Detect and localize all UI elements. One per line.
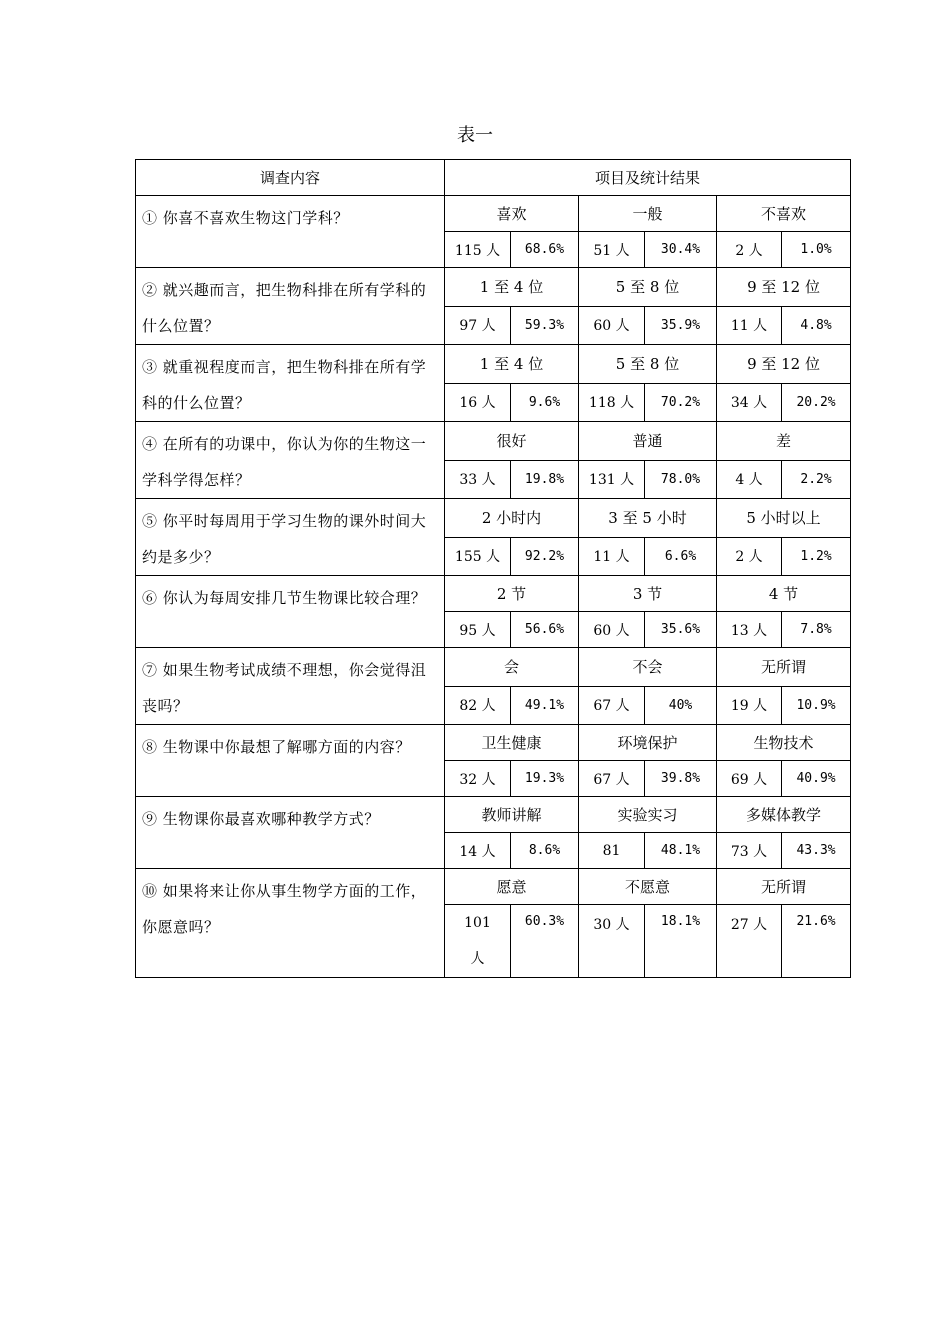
option-label: 1 至 4 位	[445, 345, 579, 384]
stat-count: 2 人	[717, 537, 782, 576]
stat-percent: 8.6%	[511, 833, 579, 869]
question-text: ⑦ 如果生物考试成绩不理想，你会觉得沮丧吗？	[136, 648, 445, 725]
question-options-row	[136, 268, 851, 307]
stat-percent: 1.0%	[782, 232, 851, 268]
option-label: 5 至 8 位	[579, 345, 717, 384]
option-label: 卫生健康	[445, 725, 579, 761]
question-options-row	[136, 196, 851, 232]
stat-count: 11 人	[717, 306, 782, 345]
stat-percent: 20.2%	[782, 383, 851, 422]
table-caption: 表一	[457, 125, 493, 146]
option-label: 一般	[579, 196, 717, 232]
option-label: 9 至 12 位	[717, 345, 851, 384]
stat-percent: 40.9%	[782, 761, 851, 797]
option-label: 5 小时以上	[717, 499, 851, 538]
stat-count: 67 人	[579, 686, 645, 725]
question-options-row	[136, 499, 851, 538]
stat-count: 27 人	[717, 905, 782, 978]
stat-percent: 2.2%	[782, 460, 851, 499]
question-options-row	[136, 422, 851, 461]
stat-percent: 4.8%	[782, 306, 851, 345]
option-label: 无所谓	[717, 869, 851, 905]
option-label: 多媒体教学	[717, 797, 851, 833]
question-text: ③ 就重视程度而言，把生物科排在所有学科的什么位置？	[136, 345, 445, 422]
option-label: 生物技术	[717, 725, 851, 761]
question-text: ⑩ 如果将来让你从事生物学方面的工作，你愿意吗？	[136, 869, 445, 978]
question-options-row	[136, 869, 851, 905]
stat-count: 33 人	[445, 460, 511, 499]
header-content: 调查内容	[136, 160, 445, 196]
question-text: ⑤ 你平时每周用于学习生物的课外时间大约是多少？	[136, 499, 445, 576]
stat-percent: 19.3%	[511, 761, 579, 797]
stat-percent: 6.6%	[645, 537, 717, 576]
stat-count: 11 人	[579, 537, 645, 576]
option-label: 3 节	[579, 576, 717, 612]
option-label: 9 至 12 位	[717, 268, 851, 307]
header-results: 项目及统计结果	[445, 160, 851, 196]
question-text: ⑨ 生物课你最喜欢哪种教学方式？	[136, 797, 445, 869]
stat-percent: 48.1%	[645, 833, 717, 869]
option-label: 环境保护	[579, 725, 717, 761]
stat-percent: 7.8%	[782, 612, 851, 648]
stat-count: 19 人	[717, 686, 782, 725]
stat-count: 32 人	[445, 761, 511, 797]
stat-percent: 68.6%	[511, 232, 579, 268]
option-label: 不喜欢	[717, 196, 851, 232]
option-label: 很好	[445, 422, 579, 461]
option-label: 教师讲解	[445, 797, 579, 833]
stat-count: 73 人	[717, 833, 782, 869]
survey-table	[135, 159, 851, 978]
stat-percent: 43.3%	[782, 833, 851, 869]
stat-percent: 9.6%	[511, 383, 579, 422]
option-label: 5 至 8 位	[579, 268, 717, 307]
stat-count: 131 人	[579, 460, 645, 499]
stat-count: 115 人	[445, 232, 511, 268]
stat-percent: 56.6%	[511, 612, 579, 648]
stat-percent: 40%	[645, 686, 717, 725]
stat-count: 155 人	[445, 537, 511, 576]
stat-percent: 49.1%	[511, 686, 579, 725]
option-label: 1 至 4 位	[445, 268, 579, 307]
stat-count: 14 人	[445, 833, 511, 869]
question-text: ② 就兴趣而言，把生物科排在所有学科的什么位置？	[136, 268, 445, 345]
option-label: 会	[445, 648, 579, 687]
stat-percent: 39.8%	[645, 761, 717, 797]
stat-percent: 1.2%	[782, 537, 851, 576]
option-label: 实验实习	[579, 797, 717, 833]
option-label: 不会	[579, 648, 717, 687]
option-label: 4 节	[717, 576, 851, 612]
stat-count: 101 人	[445, 905, 511, 978]
question-options-row	[136, 576, 851, 612]
question-options-row	[136, 797, 851, 833]
stat-percent: 78.0%	[645, 460, 717, 499]
stat-percent: 30.4%	[645, 232, 717, 268]
option-label: 2 节	[445, 576, 579, 612]
stat-count: 60 人	[579, 306, 645, 345]
question-options-row	[136, 725, 851, 761]
stat-percent: 10.9%	[782, 686, 851, 725]
option-label: 无所谓	[717, 648, 851, 687]
question-text: ① 你喜不喜欢生物这门学科？	[136, 196, 445, 268]
stat-count: 30 人	[579, 905, 645, 978]
stat-percent: 59.3%	[511, 306, 579, 345]
stat-percent: 35.6%	[645, 612, 717, 648]
question-options-row	[136, 345, 851, 384]
stat-count: 60 人	[579, 612, 645, 648]
stat-percent: 18.1%	[645, 905, 717, 978]
stat-count: 67 人	[579, 761, 645, 797]
stat-count: 34 人	[717, 383, 782, 422]
option-label: 普通	[579, 422, 717, 461]
question-options-row	[136, 648, 851, 687]
option-label: 喜欢	[445, 196, 579, 232]
stat-count: 118 人	[579, 383, 645, 422]
stat-percent: 19.8%	[511, 460, 579, 499]
option-label: 3 至 5 小时	[579, 499, 717, 538]
stat-percent: 21.6%	[782, 905, 851, 978]
stat-count: 4 人	[717, 460, 782, 499]
question-text: ⑧ 生物课中你最想了解哪方面的内容？	[136, 725, 445, 797]
stat-count: 51 人	[579, 232, 645, 268]
option-label: 差	[717, 422, 851, 461]
stat-count: 95 人	[445, 612, 511, 648]
stat-count: 2 人	[717, 232, 782, 268]
stat-percent: 70.2%	[645, 383, 717, 422]
stat-count: 16 人	[445, 383, 511, 422]
question-text: ⑥ 你认为每周安排几节生物课比较合理？	[136, 576, 445, 648]
stat-count: 81	[579, 833, 645, 869]
stat-count: 13 人	[717, 612, 782, 648]
stat-percent: 60.3%	[511, 905, 579, 978]
option-label: 愿意	[445, 869, 579, 905]
stat-count: 97 人	[445, 306, 511, 345]
question-text: ④ 在所有的功课中，你认为你的生物这一学科学得怎样？	[136, 422, 445, 499]
header-row	[136, 160, 851, 196]
stat-count: 82 人	[445, 686, 511, 725]
stat-percent: 35.9%	[645, 306, 717, 345]
option-label: 不愿意	[579, 869, 717, 905]
stat-percent: 92.2%	[511, 537, 579, 576]
option-label: 2 小时内	[445, 499, 579, 538]
stat-count: 69 人	[717, 761, 782, 797]
